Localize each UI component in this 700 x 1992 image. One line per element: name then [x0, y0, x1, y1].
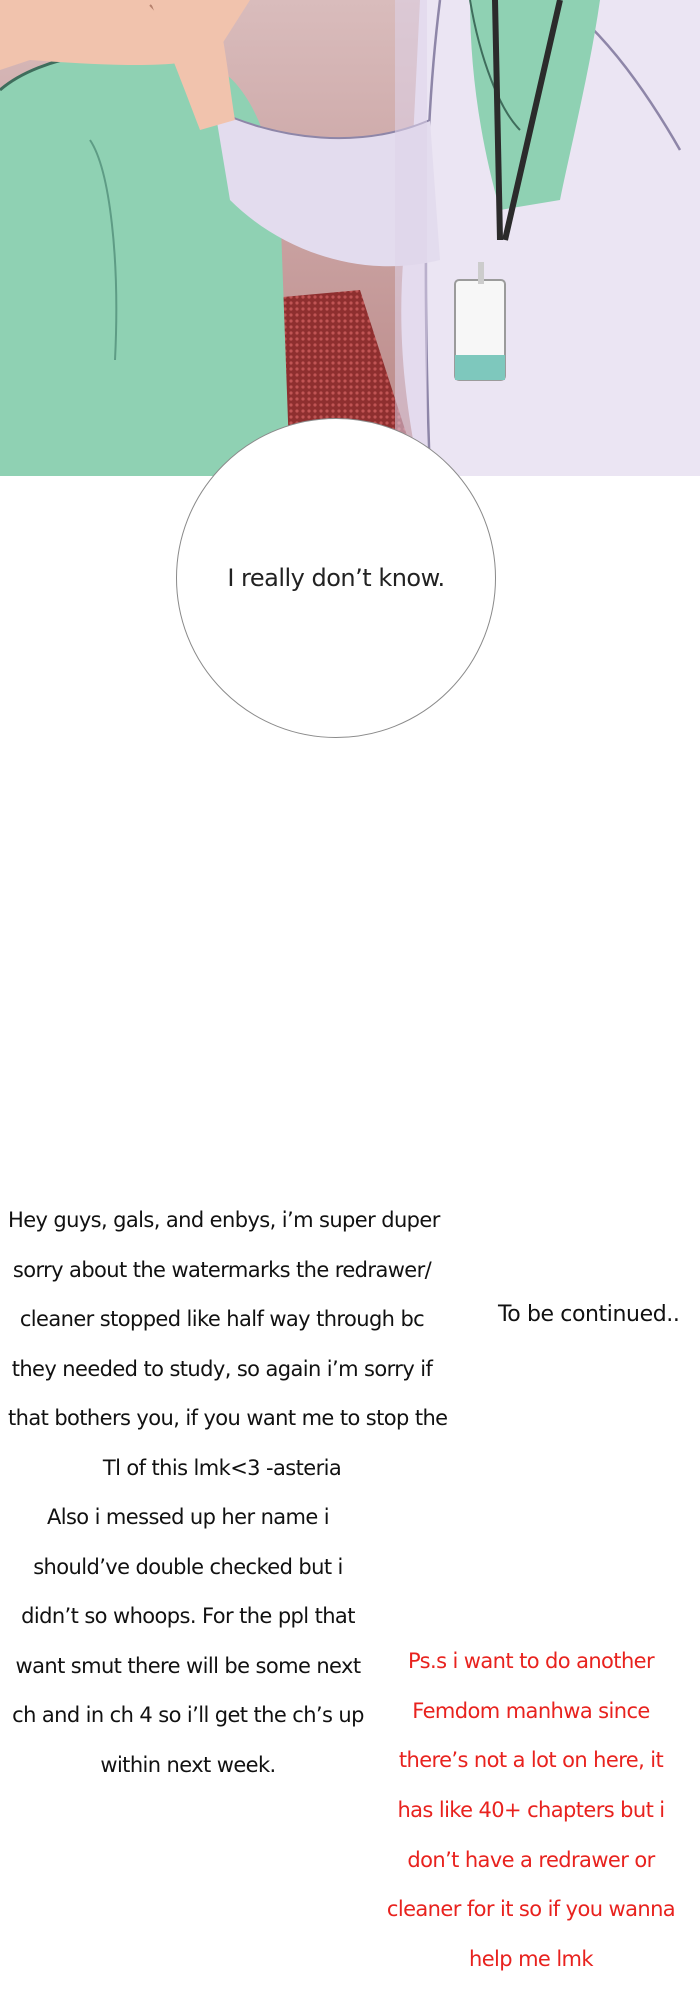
note-line: didn’t so whoops. For the ppl that	[21, 1604, 355, 1628]
translator-note-ps	[378, 1637, 684, 1985]
note-line: that bothers you, if you want me to stop the	[8, 1406, 448, 1430]
note-line: within next week.	[100, 1752, 276, 1777]
note-line: Ps.s i want to do another	[407, 1649, 655, 1673]
to-be-continued: To be continued..	[498, 1302, 680, 1327]
note-line: there’s not a lot on here, it	[398, 1748, 664, 1773]
note-line: sorry about the watermarks the redrawer/	[12, 1257, 432, 1282]
note-line: cleaner stopped like half way through bc	[19, 1307, 425, 1331]
note-line: Femdom manhwa since	[412, 1698, 650, 1723]
note-line: should’ve double checked but i	[33, 1554, 343, 1579]
note-line: want smut there will be some next	[15, 1653, 361, 1678]
note-line: they needed to study, so again i’m sorry if	[11, 1356, 433, 1381]
comic-panel-artwork	[0, 0, 700, 476]
left-figure-scrubs	[0, 51, 290, 476]
translator-note-credits	[8, 1196, 448, 1493]
note-line: don’t have a redrawer or	[407, 1847, 655, 1872]
note-line: ch and in ch 4 so i’ll get the ch’s up	[12, 1703, 364, 1727]
speech-bubble-text: I really don’t know.	[227, 564, 445, 592]
note-line: Also i messed up her name i	[46, 1505, 330, 1529]
note-line: help me lmk	[469, 1947, 593, 1972]
comic-panel	[0, 0, 700, 476]
note-line: Tl of this lmk<3 -asteria	[102, 1455, 342, 1480]
note-line: cleaner for it so if you wanna	[386, 1897, 676, 1922]
note-line: has like 40+ chapters but i	[397, 1798, 665, 1823]
speech-bubble	[176, 418, 496, 738]
translator-note-name	[8, 1493, 368, 1790]
note-line: Hey guys, gals, and enbys, i’m super duper	[8, 1208, 440, 1232]
